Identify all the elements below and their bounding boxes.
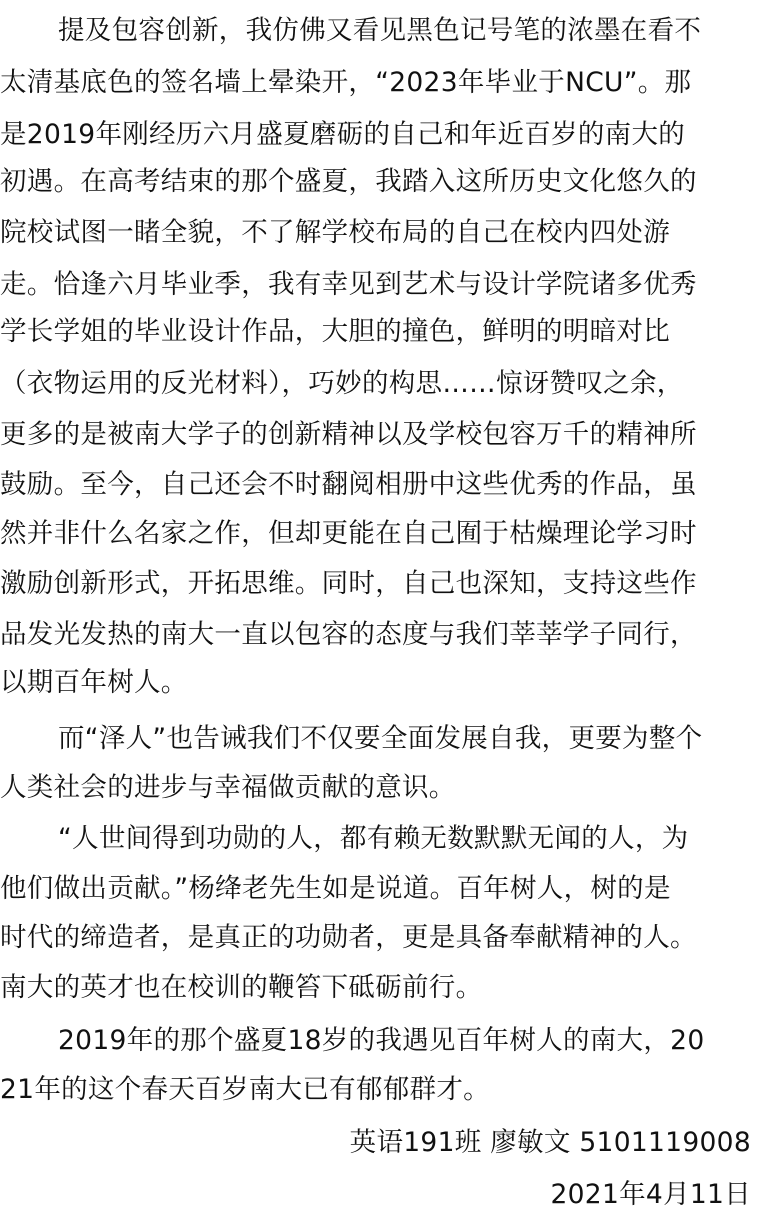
signature-date: 2021年4月11日 [550,1179,751,1210]
paragraph-1-line-7: 学长学姐的毕业设计作品，大胆的撞色，鲜明的明暗对比 [0,316,670,347]
paragraph-3-line-3: 时代的缔造者，是真正的功勋者，更是具备奉献精神的人。 [0,922,697,953]
paragraph-3-line-2: 他们做出贡献。”杨绛老先生如是说道。百年树人，树的是 [0,873,671,904]
paragraph-1-line-14: 以期百年树人。 [0,667,188,698]
paragraph-1-line-5: 院校试图一睹全貌，不了解学校布局的自己在校内四处游 [0,217,670,248]
paragraph-1-line-10: 鼓励。至今，自己还会不时翻阅相册中这些优秀的作品，虽 [0,469,697,500]
paragraph-1-line-3: 是2019年刚经历六月盛夏磨砺的自己和年近百岁的南大的 [0,119,686,150]
paragraph-2-line-2: 人类社会的进步与幸福做贡献的意识。 [0,772,456,803]
paragraph-1-line-12: 激励创新形式，开拓思维。同时，自己也深知，支持这些作 [0,568,697,599]
paragraph-2-line-1: 而“泽人”也告诫我们不仅要全面发展自我，更要为整个 [58,723,703,754]
paragraph-1-line-8: （衣物运用的反光材料），巧妙的构思……惊讶赞叹之余， [0,368,684,399]
paragraph-4-line-2: 21年的这个春天百岁南大已有郁郁群才。 [0,1074,490,1105]
paragraph-1-line-6: 走。恰逢六月毕业季，我有幸见到艺术与设计学院诸多优秀 [0,269,697,300]
paragraph-3-line-4: 南大的英才也在校训的鞭笞下砥砺前行。 [0,972,483,1003]
paragraph-1-line-11: 然并非什么名家之作，但却更能在自己囿于枯燥理论学习时 [0,518,697,549]
paragraph-1-line-4: 初遇。在高考结束的那个盛夏，我踏入这所历史文化悠久的 [0,166,697,197]
paragraph-1-line-13: 品发光发热的南大一直以包容的态度与我们莘莘学子同行， [0,619,697,650]
paragraph-1-line-9: 更多的是被南大学子的创新精神以及学校包容万千的精神所 [0,419,697,450]
signature-author-line: 英语191班 廖敏文 5101119008 [349,1127,751,1158]
paragraph-4-line-1: 2019年的那个盛夏18岁的我遇见百年树人的南大，20 [58,1025,705,1056]
paragraph-1-line-1: 提及包容创新，我仿佛又看见黑色记号笔的浓墨在看不 [58,15,702,46]
paragraph-3-line-1: “人世间得到功勋的人，都有赖无数默默无闻的人，为 [58,823,689,854]
paragraph-1-line-2: 太清基底色的签名墙上晕染开，“2023年毕业于NCU”。那 [0,67,692,98]
